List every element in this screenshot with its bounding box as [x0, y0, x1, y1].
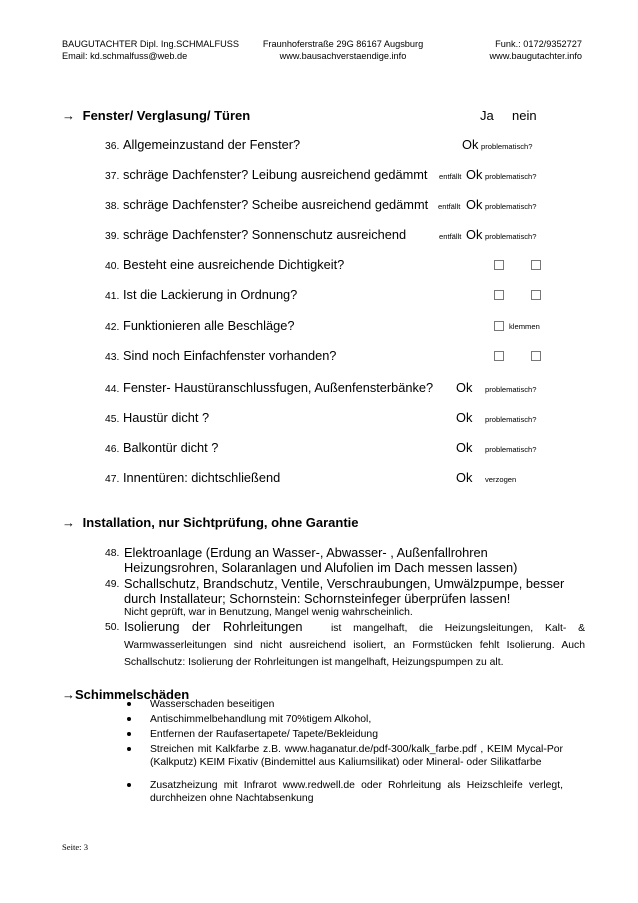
arrow-icon: → [62, 515, 75, 530]
option-problematisch[interactable]: problematisch? [485, 202, 537, 211]
item-text: schräge Dachfenster? Leibung ausreichend gedämmt [123, 167, 428, 182]
company-name: BAUGUTACHTER Dipl. Ing.SCHMALFUSS [62, 39, 239, 49]
item-text: Wasserschaden beseitigen [150, 699, 275, 710]
option-ok[interactable]: Ok [466, 167, 483, 182]
column-header-ja: Ja [480, 108, 494, 123]
item-number: 42. [105, 322, 120, 333]
checkbox-ja[interactable] [494, 260, 504, 270]
list-item [105, 348, 585, 364]
list-item [105, 257, 585, 273]
header-left [62, 38, 239, 62]
list-item [105, 318, 585, 334]
item-number: 43. [105, 352, 120, 363]
bullet-icon [127, 702, 131, 706]
item-text: Fenster- Haustüranschlussfugen, Außenfensterbänke? [123, 380, 434, 395]
bullet-icon [127, 717, 131, 721]
option-ok[interactable]: Ok [456, 470, 473, 485]
list-item [127, 713, 563, 726]
item-number: 44. [105, 384, 120, 395]
section-title-text: Fenster/ Verglasung/ Türen [82, 108, 251, 123]
item-number: 46. [105, 444, 120, 455]
option-problematisch[interactable]: problematisch? [485, 172, 537, 181]
option-verzogen[interactable]: verzogen [485, 475, 517, 484]
option-problematisch[interactable]: problematisch? [485, 385, 537, 394]
arrow-icon: → [62, 108, 75, 123]
list-item [127, 779, 563, 805]
item-text: Isolierung der Rohrleitungen [124, 619, 303, 634]
item-note: Nicht geprüft, war in Benutzung, Mangel wenig wahrscheinlich. [124, 607, 413, 618]
option-ok[interactable]: Ok [466, 227, 483, 242]
list-item [127, 743, 563, 769]
item-text: Entfernen der Raufasertapete/ Tapete/Bekleidung [150, 729, 378, 740]
checkbox-ja[interactable] [494, 351, 504, 361]
phone-text: Funk.: 0172/9352727 [495, 39, 582, 49]
list-item [105, 470, 585, 486]
option-ok[interactable]: Ok [456, 440, 473, 455]
option-problematisch[interactable]: problematisch? [485, 445, 537, 454]
section-title-text: Schimmelschäden [75, 687, 190, 702]
bullet-icon [127, 783, 131, 787]
bullet-icon [127, 747, 131, 751]
option-ok[interactable]: Ok [456, 380, 473, 395]
website-link: www.bausachverstaendige.info [279, 51, 407, 61]
list-item [105, 545, 585, 575]
option-entfaellt[interactable]: entfällt [438, 202, 461, 211]
option-entfaellt[interactable]: entfällt [439, 232, 462, 241]
option-entfaellt[interactable]: entfällt [439, 172, 462, 181]
list-item [105, 227, 585, 243]
item-text: Haustür dicht ? [123, 410, 210, 425]
list-item [105, 440, 585, 456]
checkbox-ja[interactable] [494, 290, 504, 300]
item-number: 37. [105, 171, 120, 182]
item-text: Allgemeinzustand der Fenster? [123, 137, 301, 152]
item-text: Streichen mit Kalkfarbe z.B. www.haganatur.de/pdf-300/kalk_farbe.pdf , KEIM Mycal-Por (Kalkputz) KEIM Fixativ (Bindemittel aus Kaliumsilikat) oder Mineral- oder Silikatfarbe [150, 744, 563, 768]
item-text: schräge Dachfenster? Sonnenschutz ausreichend [123, 227, 407, 242]
item-note: ist mangelhaft, die Heizungsleitungen, Kalt- & Warmwasserleitungen sind nicht ausreichend isoliert, an Formstücken fehlt Isolierung. Auch Schallschutz: Isolierung der Rohrleitungen ist mangelhaft, Heizungspumpen zu alt. [124, 623, 585, 668]
item-number: 41. [105, 291, 120, 302]
item-number: 48. [105, 548, 120, 559]
list-item [127, 728, 563, 741]
list-item [105, 197, 585, 213]
list-item [105, 410, 585, 426]
section-title-fenster [62, 108, 250, 123]
item-text: Balkontür dicht ? [123, 440, 219, 455]
page-number: Seite: 3 [62, 842, 89, 852]
column-header-nein: nein [512, 108, 537, 123]
option-ok[interactable]: Ok [462, 137, 479, 152]
section-title-installation [62, 515, 359, 530]
item-text: schräge Dachfenster? Scheibe ausreichend gedämmt [123, 197, 429, 212]
header-middle [258, 38, 428, 62]
section-title-text: Installation, nur Sichtprüfung, ohne Garantie [82, 515, 359, 530]
item-number: 39. [105, 231, 120, 242]
header-right [458, 38, 582, 62]
item-number: 36. [105, 141, 120, 152]
item-text: Elektroanlage (Erdung an Wasser-, Abwasser- , Außenfallrohren Heizungsrohren, Solaranlagen und Alufolien im Dach messen lassen) [124, 545, 518, 575]
item-number: 38. [105, 201, 120, 212]
list-item [105, 619, 585, 670]
item-text: Antischimmelbehandlung mit 70%tigem Alkohol, [150, 714, 372, 725]
option-problematisch[interactable]: problematisch? [485, 415, 537, 424]
list-item [105, 167, 585, 183]
option-klemmen[interactable]: klemmen [509, 322, 540, 331]
list-item [105, 576, 585, 620]
arrow-icon: → [62, 687, 75, 702]
option-problematisch[interactable]: problematisch? [485, 232, 537, 241]
item-text: Schallschutz, Brandschutz, Ventile, Verschraubungen, Umwälzpumpe, besser durch Installateur; Schornstein: Schornsteinfeger überprüfen lassen! [124, 576, 565, 606]
option-problematisch[interactable]: problematisch? [481, 142, 533, 151]
item-text: Funktionieren alle Beschläge? [123, 318, 295, 333]
website-link-2: www.baugutachter.info [489, 51, 582, 61]
checkbox-nein[interactable] [531, 290, 541, 300]
bullet-icon [127, 732, 131, 736]
item-number: 45. [105, 414, 120, 425]
list-item [105, 137, 585, 153]
item-number: 49. [105, 579, 120, 590]
list-item [105, 287, 585, 303]
checkbox-nein[interactable] [531, 260, 541, 270]
item-number: 50. [105, 622, 120, 633]
option-ok[interactable]: Ok [456, 410, 473, 425]
checkbox-ja[interactable] [494, 321, 504, 331]
checkbox-nein[interactable] [531, 351, 541, 361]
item-text: Sind noch Einfachfenster vorhanden? [123, 348, 337, 363]
item-number: 40. [105, 261, 120, 272]
item-text: Besteht eine ausreichende Dichtigkeit? [123, 257, 345, 272]
item-number: 47. [105, 474, 120, 485]
item-text: Zusatzheizung mit Infrarot www.redwell.de oder Rohrleitung als Heizschleife verlegt, durchheizen ohne Nachtabsenkung [150, 780, 563, 804]
item-text: Innentüren: dichtschließend [123, 470, 281, 485]
list-item [105, 380, 585, 396]
email-text: Email: kd.schmalfuss@web.de [62, 51, 188, 61]
item-text: Ist die Lackierung in Ordnung? [123, 287, 298, 302]
address-text: Fraunhoferstraße 29G 86167 Augsburg [262, 39, 424, 49]
list-item [127, 698, 563, 711]
option-ok[interactable]: Ok [466, 197, 483, 212]
